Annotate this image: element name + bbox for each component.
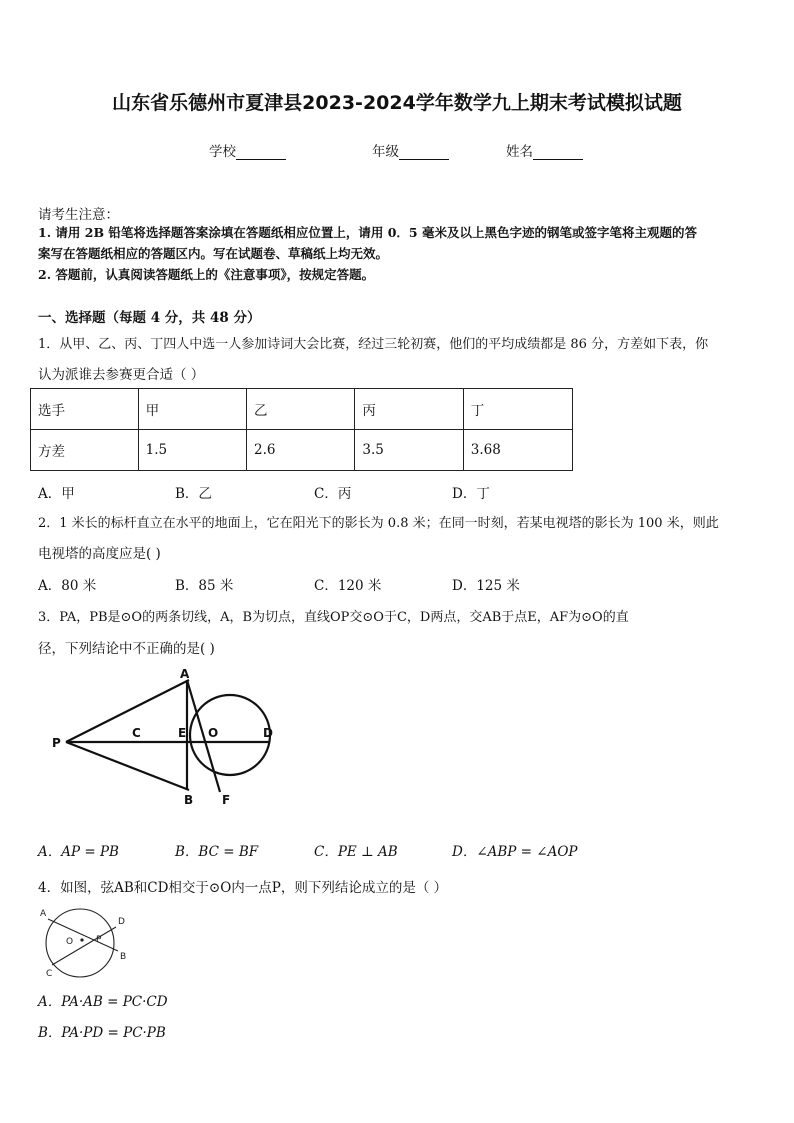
q1-option-a[interactable]: A．甲 <box>38 486 75 502</box>
q3-option-b[interactable]: B．BC = BF <box>175 844 259 860</box>
label-c: C <box>46 969 53 979</box>
variance-table <box>30 388 573 471</box>
q2-option-c[interactable]: C．120 米 <box>314 578 382 594</box>
table-cell: 2.6 <box>247 430 355 471</box>
label-o: O <box>208 726 219 740</box>
tangent-pb <box>66 742 189 790</box>
q1-option-b[interactable]: B．乙 <box>175 486 212 502</box>
q2-option-a[interactable]: A．80 米 <box>38 578 97 594</box>
circle-o <box>46 909 114 977</box>
q4-option-b[interactable]: B．PA·PD = PC·PB <box>38 1025 166 1041</box>
label-d: D <box>118 917 125 927</box>
q1-option-c[interactable]: C．丙 <box>314 486 352 502</box>
label-d: D <box>263 726 273 740</box>
q1-option-d[interactable]: D．丁 <box>452 486 490 502</box>
grade-field <box>372 140 449 160</box>
label-p: P <box>96 935 102 945</box>
table-cell: 乙 <box>247 389 355 430</box>
table-cell: 甲 <box>138 389 246 430</box>
label-f: F <box>222 793 231 807</box>
label-a: A <box>180 667 190 681</box>
notice-line-1a: 1. 请用 2B 铅笔将选择题答案涂填在答题纸相应位置上，请用 0．5 毫米及以上黑色字迹的钢笔或签字笔将主观题的答 <box>38 225 697 240</box>
q4-option-a[interactable]: A．PA·AB = PC·CD <box>38 994 168 1010</box>
center-dot <box>80 938 83 941</box>
label-e: E <box>178 726 187 740</box>
q3-figure <box>40 665 285 810</box>
label-p: P <box>52 736 61 750</box>
notice-heading: 请考生注意： <box>38 207 119 223</box>
q4-line1: 4．如图，弦AB和CD相交于⊙O内一点P，则下列结论成立的是（ ） <box>38 880 448 896</box>
table-cell: 丁 <box>463 389 572 430</box>
table-cell: 丙 <box>355 389 463 430</box>
q1-line2: 认为派谁去参赛更合适（ ） <box>38 367 205 383</box>
q3-option-a[interactable]: A．AP = PB <box>38 844 119 860</box>
label-c: C <box>132 726 141 740</box>
table-cell: 3.5 <box>355 430 463 471</box>
grade-blank <box>399 145 449 160</box>
table-cell: 方差 <box>31 430 139 471</box>
table-cell: 3.68 <box>463 430 572 471</box>
q2-option-d[interactable]: D．125 米 <box>452 578 520 594</box>
q2-line1: 2．1 米长的标杆直立在水平的地面上，它在阳光下的影长为 0.8 米；在同一时刻，若某电视塔的影长为 100 米，则此 <box>38 516 719 531</box>
name-blank <box>533 145 583 160</box>
tangent-pa <box>66 680 189 742</box>
name-label: 姓名 <box>506 144 533 160</box>
table-row <box>31 430 573 471</box>
q3-option-d[interactable]: D．∠ABP = ∠AOP <box>452 844 578 860</box>
label-o: O <box>66 937 74 947</box>
notice-line-1b: 案写在答题纸相应的答题区内。写在试题卷、草稿纸上均无效。 <box>38 246 389 261</box>
q3-line2: 径，下列结论中不正确的是( ) <box>38 641 215 657</box>
label-a: A <box>40 909 47 919</box>
section-heading: 一、选择题（每题 4 分，共 48 分） <box>38 310 261 326</box>
circle-o <box>190 695 270 775</box>
table-cell: 选手 <box>31 389 139 430</box>
page-title: 山东省乐德州市夏津县2023-2024学年数学九上期末考试模拟试题 <box>112 92 682 114</box>
q3-line1: 3．PA，PB是⊙O的两条切线，A，B为切点，直线OP交⊙O于C，D两点，交AB于点E，AF为⊙O的直 <box>38 610 629 625</box>
grade-label: 年级 <box>372 144 399 160</box>
label-b: B <box>184 793 194 807</box>
q3-option-c[interactable]: C．PE ⊥ AB <box>314 844 398 860</box>
school-label: 学校 <box>209 144 236 160</box>
q1-line1: 1．从甲、乙、丙、丁四人中选一人参加诗词大会比赛，经过三轮初赛，他们的平均成绩都是 86 分，方差如下表，你 <box>38 337 709 352</box>
label-b: B <box>120 952 127 962</box>
q2-line2: 电视塔的高度应是( ) <box>38 546 161 562</box>
q2-option-b[interactable]: B．85 米 <box>175 578 234 594</box>
table-row <box>31 389 573 430</box>
name-field <box>506 140 583 160</box>
q4-figure <box>36 903 132 981</box>
notice-line-2: 2. 答题前，认真阅读答题纸上的《注意事项》，按规定答题。 <box>38 267 375 282</box>
table-cell: 1.5 <box>138 430 246 471</box>
school-field <box>209 140 286 160</box>
school-blank <box>236 145 286 160</box>
